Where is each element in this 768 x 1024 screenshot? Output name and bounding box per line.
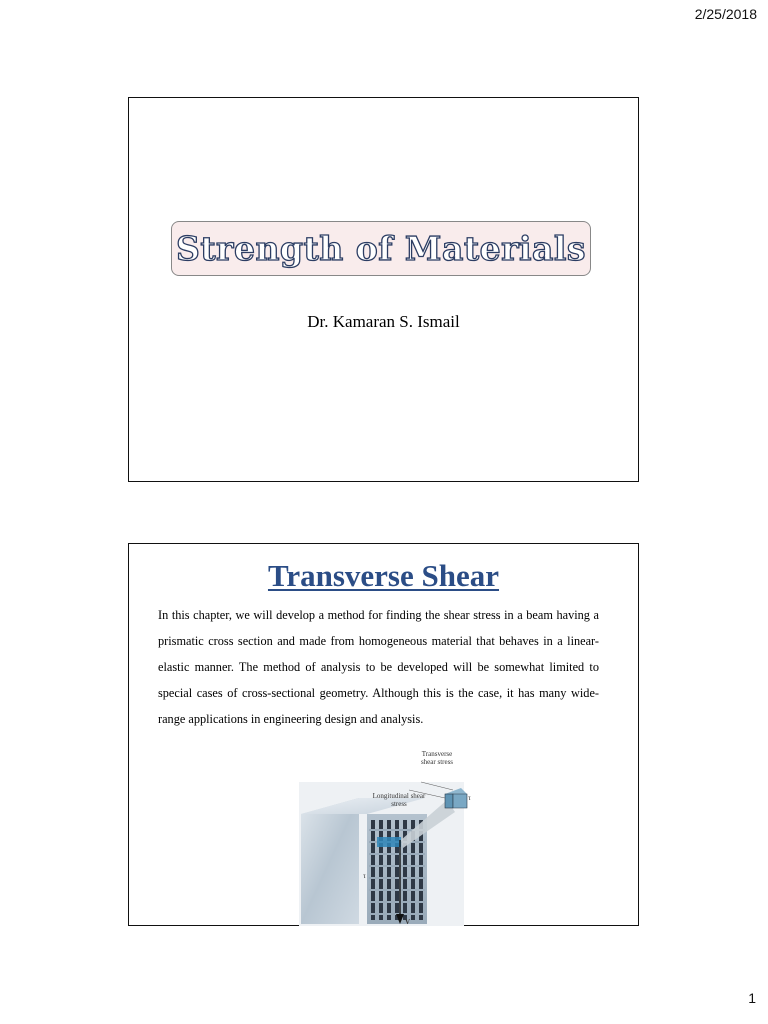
beam-shear-figure	[297, 750, 477, 926]
label-tau-left: τ	[363, 872, 366, 880]
label-tau-right: τ	[468, 794, 471, 802]
slide-2-title: Transverse Shear	[267, 558, 500, 593]
slide-1	[128, 97, 639, 482]
beam-illustration	[297, 754, 477, 926]
page-date: 2/25/2018	[694, 6, 757, 22]
label-transverse-shear-stress: Transverse shear stress	[420, 750, 454, 766]
title-box	[171, 221, 591, 276]
author-name: Dr. Kamaran S. Ismail	[307, 312, 460, 331]
slide-2	[128, 543, 639, 926]
label-shear-force-v: V	[405, 918, 411, 926]
label-longitudinal-shear-stress: Longitudinal shear stress	[372, 792, 426, 808]
slide-2-body: In this chapter, we will develop a method for finding the shear stress in a beam having a prismatic cross section and made from homogeneous material that behaves in a linear-elastic manner. The method of analysis to be developed will be somewhat limited to special cases of cross-sectional geometry. Although this is the case, it has many wide-range applications in engineering design and analysis.	[158, 608, 599, 726]
page-number: 1	[748, 990, 756, 1006]
slide-1-title: Strength of Materials	[175, 229, 586, 268]
